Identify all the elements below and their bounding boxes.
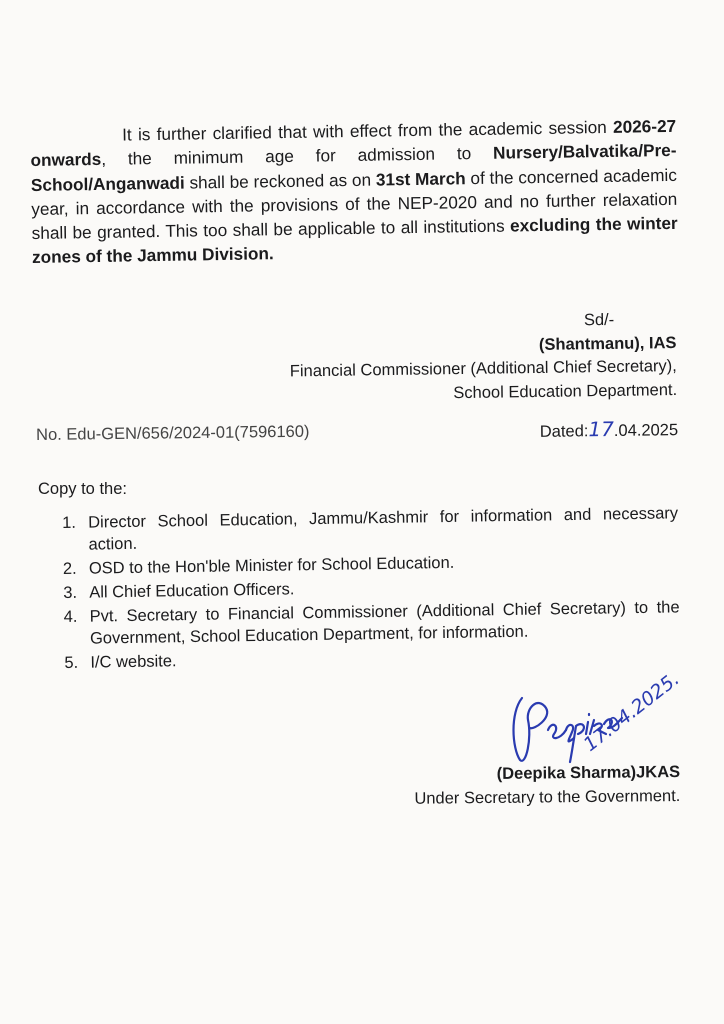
list-item [63, 596, 680, 650]
copy-to-heading: Copy to the: [38, 480, 127, 498]
list-item-text: Pvt. Secretary to Financial Commissioner (Additional Chief Secretary) to the Government, School Education Department, for information. [89, 598, 680, 648]
list-item-number: 5. [64, 653, 79, 672]
list-item-text: OSD to the Hon'ble Minister for School Education. [88, 553, 455, 578]
dated-label: Dated: [539, 422, 589, 441]
copy-to-list [62, 502, 681, 676]
list-item-number: 3. [63, 583, 78, 602]
para-bold-classes: Nursery/Balvatika/Pre-School/Anganwadi [30, 140, 677, 195]
reference-date [540, 416, 679, 442]
reference-number: No. Edu-GEN/656/2024-01(7596160) [36, 422, 310, 444]
reference-line [36, 418, 678, 445]
undersigned-name: (Deepika Sharma)JKAS [496, 762, 681, 783]
list-item [62, 502, 679, 556]
list-item-number: 1. [62, 513, 77, 532]
list-item-text: All Chief Education Officers. [89, 580, 295, 602]
para-text-1: It is further clarified that with effect from the academic session [122, 116, 607, 145]
signature-date: 17.04.2025. [579, 668, 684, 756]
list-item-number: 4. [63, 607, 78, 626]
undersigned-block [414, 760, 680, 811]
list-item-text: I/C website. [90, 652, 177, 672]
signatory-department: School Education Department. [453, 380, 678, 402]
para-text-3: shall be reckoned as on [189, 169, 372, 193]
signatory-designation: Financial Commissioner (Additional Chief Secretary), [289, 356, 677, 381]
para-text-2: , the minimum age for admission to [101, 143, 472, 170]
para-bold-exclusion: excluding the winter zones of the Jammu Division. [31, 213, 678, 268]
para-bold-session: 2026-27 onwards [30, 115, 677, 171]
undersigned-designation: Under Secretary to the Government. [414, 786, 681, 808]
dated-rest: .04.2025 [613, 421, 679, 440]
list-item-text: Director School Education, Jammu/Kashmir for information and necessary action. [88, 504, 679, 554]
para-text-4: of the concerned academic year, in accordance with the provisions of the NEP-2020 and no further relaxation shall be granted. This too shall be applicable to all institutions [31, 164, 678, 244]
clarification-paragraph [30, 114, 678, 270]
dated-day-handwritten: 17 [588, 416, 614, 442]
signatory-name: (Shantmanu), IAS [538, 333, 677, 354]
list-item-number: 2. [62, 559, 77, 578]
signatory-block [289, 308, 677, 407]
sd-mark: Sd/- [583, 310, 615, 330]
para-bold-date: 31st March [375, 167, 466, 190]
